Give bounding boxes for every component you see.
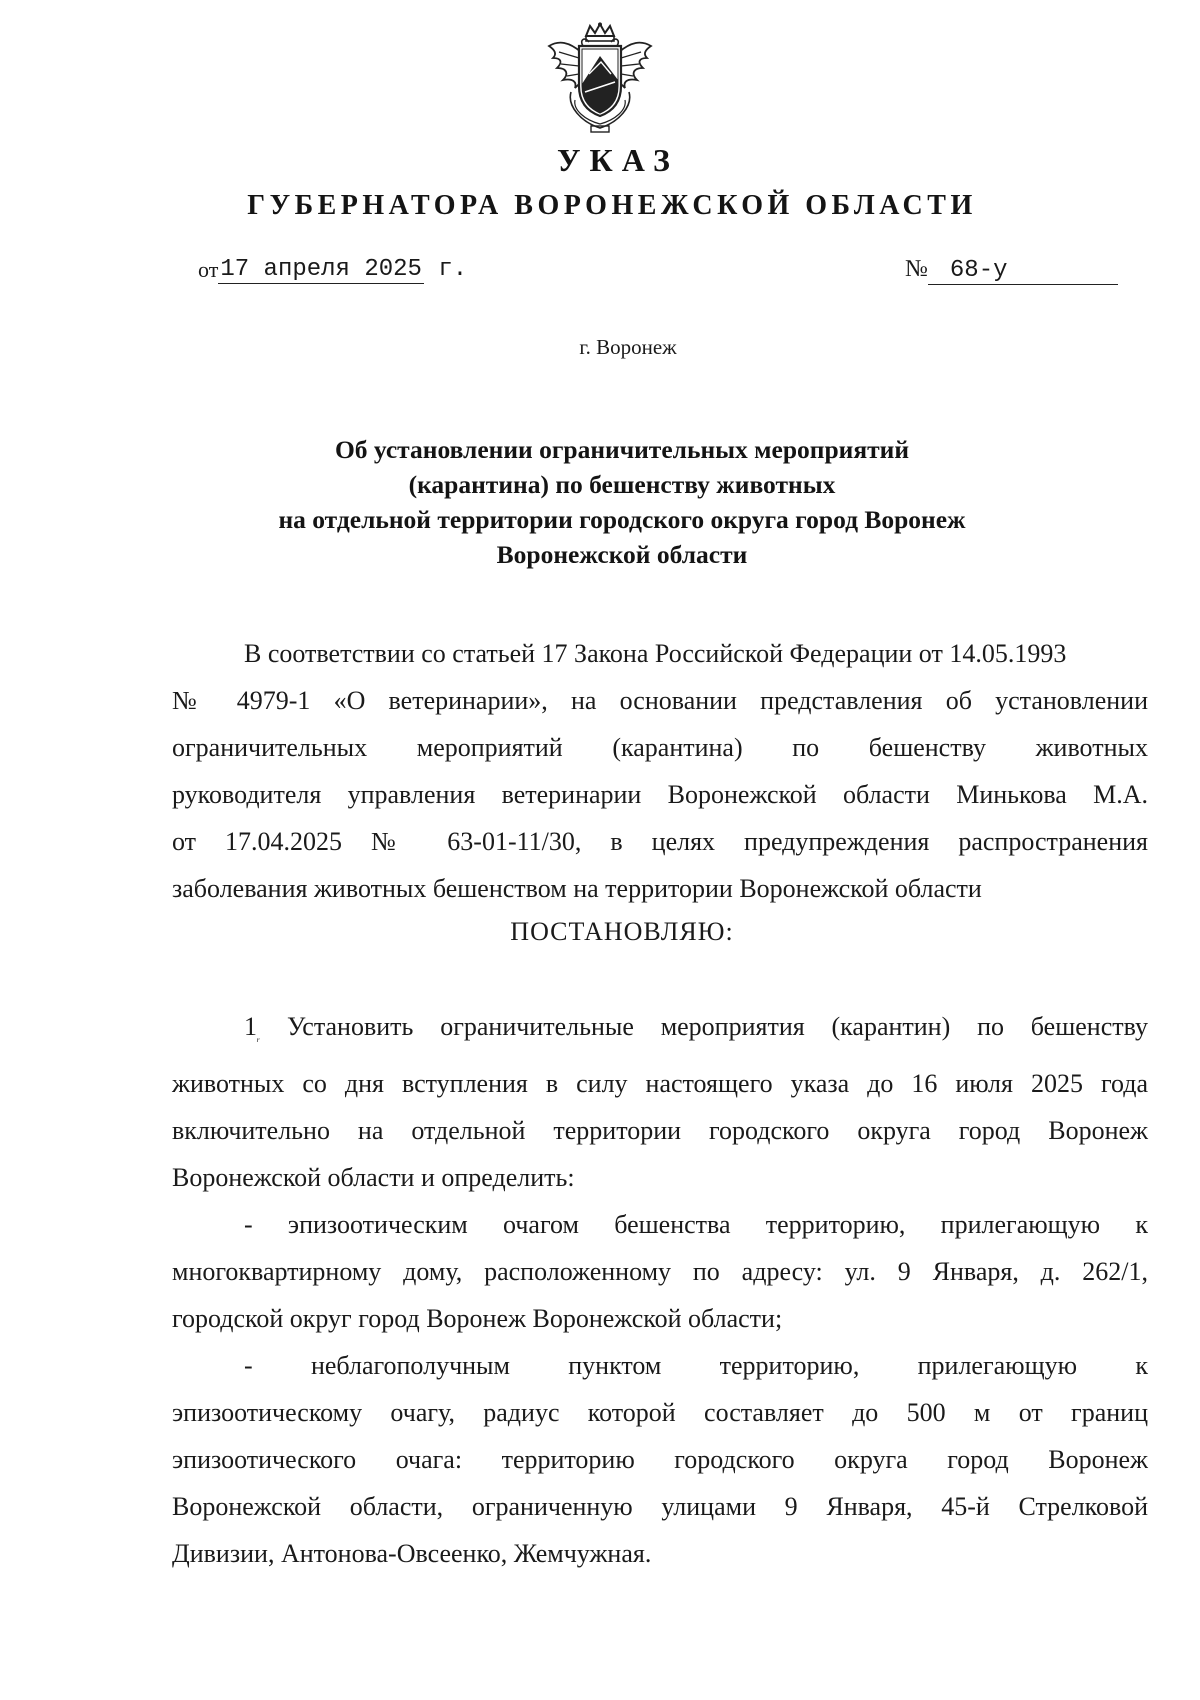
number-prefix: № xyxy=(905,256,928,282)
point-1-paragraph xyxy=(172,1003,1148,1577)
text-line: включительно на отдельной территории городского округа город Воронеж xyxy=(172,1116,1148,1145)
subject-line: (карантина) по бешенству животных xyxy=(408,470,836,499)
text-line xyxy=(172,1003,1148,1060)
word: территорию, xyxy=(719,1351,860,1380)
text-line: № 4979-1 «О ветеринарии», на основании представления об установлении xyxy=(172,686,1148,715)
text-line: Воронежской области и определить: xyxy=(172,1163,575,1192)
decree-date xyxy=(198,256,467,284)
subject-line: на отдельной территории городского округа город Воронеж xyxy=(278,505,966,534)
word: к xyxy=(1135,1351,1148,1380)
date-suffix: г. xyxy=(438,256,468,283)
subject-line: Об установлении ограничительных мероприятий xyxy=(334,435,910,464)
preamble-paragraph xyxy=(172,630,1148,912)
text-line xyxy=(172,724,1148,771)
point-number-value: 1 xyxy=(244,1012,257,1041)
text-line xyxy=(172,1342,1148,1389)
date-prefix: от xyxy=(198,257,219,282)
text-line: эпизоотическому очагу, радиус которой составляет до 500 м от границ xyxy=(172,1398,1148,1427)
decree-number xyxy=(905,256,1118,285)
text-line: Воронежской области, ограниченную улицами 9 Января, 45-й Стрелковой xyxy=(172,1492,1148,1521)
number-value: 68-у xyxy=(928,258,1118,285)
word: пунктом xyxy=(568,1351,662,1380)
word: по xyxy=(792,733,820,762)
word: ограничительных xyxy=(172,733,368,762)
decree-issuer: ГУБЕРНАТОРА ВОРОНЕЖСКОЙ ОБЛАСТИ xyxy=(247,190,977,221)
text-line: заболевания животных бешенством на территории Воронежской области xyxy=(172,874,982,903)
word: прилегающую xyxy=(917,1351,1078,1380)
issue-city: г. Воронеж xyxy=(579,335,677,359)
text-line: руководителя управления ветеринарии Воронежской области Минькова М.А. xyxy=(172,780,1148,809)
word: неблагополучным xyxy=(310,1351,510,1380)
text-line: - эпизоотическим очагом бешенства территорию, прилегающую к xyxy=(244,1210,1148,1239)
word: (карантина) xyxy=(612,733,743,762)
text-line: животных со дня вступления в силу настоящего указа до 16 июля 2025 года xyxy=(172,1069,1148,1098)
word: животных xyxy=(1035,733,1148,762)
text-line: многоквартирному дому, расположенному по адресу: ул. 9 Января, д. 262/1, xyxy=(172,1257,1148,1286)
point-1-text: Установить ограничительные мероприятия (карантин) по бешенству xyxy=(287,1012,1148,1041)
coat-of-arms-icon xyxy=(541,22,659,134)
point-number-mark: ᵣ xyxy=(257,1029,261,1044)
subject-line: Воронежской области xyxy=(496,540,748,569)
point-number xyxy=(244,1012,261,1044)
decree-subject xyxy=(0,432,1200,572)
text-line: В соответствии со статьей 17 Закона Российской Федерации от 14.05.1993 xyxy=(244,639,1067,668)
date-value: 17 апреля 2025 xyxy=(220,256,422,283)
word: мероприятий xyxy=(416,733,563,762)
decree-title: УКАЗ xyxy=(557,142,679,178)
text-line: от 17.04.2025 № 63-01-11/30, в целях предупреждения распространения xyxy=(172,827,1148,856)
text-line: городской округ город Воронеж Воронежской области; xyxy=(172,1304,783,1333)
coat-of-arms-emblem xyxy=(541,22,659,134)
text-line: эпизоотического очага: территорию городского округа город Воронеж xyxy=(172,1445,1148,1474)
resolution-word: ПОСТАНОВЛЯЮ: xyxy=(510,917,734,946)
word: - xyxy=(244,1351,253,1380)
word: бешенству xyxy=(868,733,986,762)
text-line: Дивизии, Антонова-Овсеенко, Жемчужная. xyxy=(172,1539,652,1568)
